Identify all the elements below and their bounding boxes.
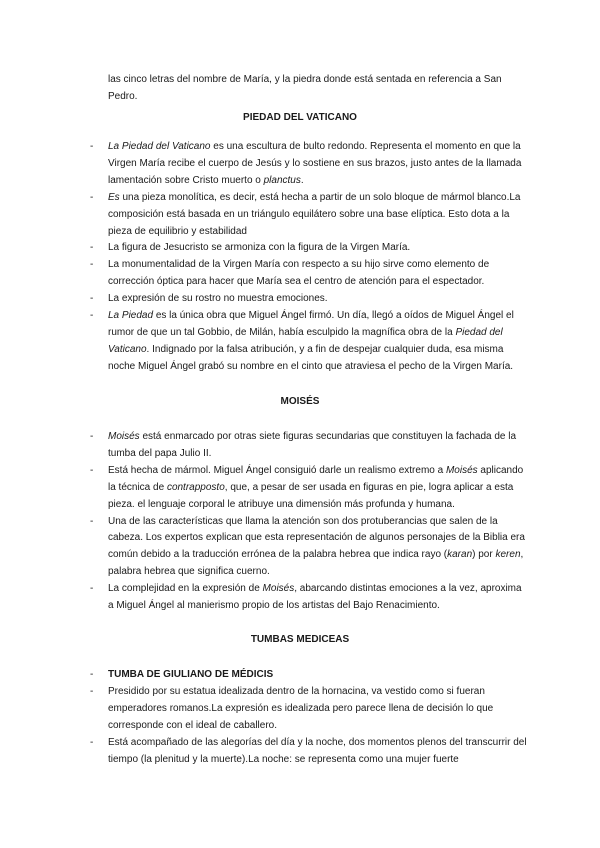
item-text: Presidido por su estatua idealizada dentro de la hornacina, va vestido como si fueran emperadores romanos.La expresión es idealizada pero parece llena de decisión lo que corresponde con el ideal de caballero.: [108, 685, 494, 731]
item-text: una pieza monolítica, es decir, está hecha a partir de un solo bloque de mármol blanco.La composición está basada en un triángulo equilátero sobre una base elíptica. Esto dota a la pieza de equilibrio y estabilidad: [108, 191, 521, 237]
bullet-dash: -: [90, 736, 94, 748]
bullet-dash: -: [90, 583, 94, 595]
item-text: Está acompañado de las alegorías del día y la noche, dos momentos plenos del transcurrir del tiempo (la plenitud y la muerte).La noche: se representa como una mujer fuerte: [108, 736, 527, 765]
list-item: [0, 308, 528, 376]
italic-title: Moisés: [262, 583, 295, 595]
heading-moises: MOISÉS: [280, 396, 320, 407]
list-tumbas: [0, 667, 600, 768]
bullet-dash: -: [90, 515, 94, 527]
italic-title: La Piedad del Vaticano: [108, 141, 211, 152]
heading-tumbas: TUMBAS MEDICEAS: [250, 634, 350, 645]
bullet-dash: -: [90, 191, 94, 203]
italic-title: La Piedad: [108, 310, 154, 322]
bullet-dash: -: [90, 685, 94, 697]
list-item: [0, 581, 528, 615]
heading-piedad: PIEDAD DEL VATICANO: [243, 112, 357, 123]
list-item: [0, 514, 528, 582]
intro-paragraph: las cinco letras del nombre de María, y la piedra donde está sentada en referencia a San Pedro.: [108, 74, 502, 102]
list-item: [0, 684, 528, 735]
italic-word: Es: [108, 191, 120, 203]
italic-title: Moisés: [445, 464, 478, 476]
item-text: es una escultura de bulto redondo. Representa el momento en que la Virgen María recibe el cuerpo de Jesús y lo sostiene en sus brazos, justo antes de la llamada lamentación sobre Cristo muerto o: [108, 141, 522, 186]
italic-term: contrapposto: [166, 481, 225, 493]
italic-title: Piedad del Vaticano: [108, 326, 503, 355]
list-item: [0, 667, 528, 684]
italic-title: Moisés: [108, 431, 140, 442]
bullet-dash: -: [90, 141, 94, 152]
bullet-dash: -: [90, 431, 94, 442]
item-text: , abarcando distintas emociones a la vez, aproxima a Miguel Ángel al manierismo propio de los artistas del Bajo Renacimiento.: [108, 583, 522, 612]
bullet-dash: -: [90, 310, 94, 322]
list-item: [0, 190, 528, 241]
list-moises: [0, 429, 600, 615]
list-item: [0, 240, 528, 257]
list-piedad: [0, 139, 600, 376]
list-item: [0, 139, 528, 190]
list-item: [0, 429, 528, 463]
item-text: Una de las características que llama la atención son dos protuberancias que salen de la cabeza. Los expertos explican que esta representación de algunos personajes de la Biblia era común debido a la traducción errónea de la palabra hebrea que indica rayo (: [108, 515, 525, 561]
bullet-dash: -: [90, 464, 94, 476]
item-text: La expresión de su rostro no muestra emociones.: [108, 293, 328, 305]
italic-term: karan: [447, 549, 473, 561]
subheading: TUMBA DE GIULIANO DE MÉDICIS: [108, 669, 274, 680]
list-item: [0, 291, 528, 308]
item-text: .: [300, 174, 304, 186]
bullet-dash: -: [90, 293, 94, 305]
bullet-dash: -: [90, 669, 94, 680]
item-text: La complejidad en la expresión de: [108, 583, 263, 595]
italic-term: keren: [495, 549, 521, 561]
item-text: La figura de Jesucristo se armoniza con la figura de la Virgen María.: [108, 242, 411, 254]
bullet-dash: -: [90, 259, 94, 271]
item-text: , que, a pesar de ser usada en figuras en pie, logra aplicar a esta pieza. el lenguaje corporal le atribuye una dimensión más profunda y humana.: [108, 481, 514, 510]
item-text: aplicando la técnica de: [108, 464, 524, 493]
item-text: Está hecha de mármol. Miguel Ángel consiguió darle un realismo extremo a: [108, 464, 446, 476]
list-item: [0, 463, 528, 514]
item-text: La monumentalidad de la Virgen María con respecto a su hijo sirve como elemento de corrección óptica para hacer que María sea el centro de atención para el espectador.: [108, 259, 490, 288]
item-text: es la única obra que Miguel Ángel firmó. Un día, llegó a oídos de Miguel Ángel el rumor de que un tal Gobbio, de Milán, había esculpido la magnífica obra de la: [108, 310, 514, 338]
bullet-dash: -: [90, 242, 94, 254]
italic-term: planctus: [263, 174, 301, 186]
item-text: está enmarcado por otras siete figuras secundarias que constituyen la fachada de la tumba del papa Julio II.: [108, 431, 517, 459]
list-item: [0, 257, 528, 291]
list-item: [0, 735, 528, 769]
item-text: . Indignado por la falsa atribución, y a fin de despejar cualquier duda, esa misma noche Miguel Ángel grabó su nombre en el cinto que atraviesa el pecho de la Virgen María.: [108, 343, 514, 372]
item-text: ) por: [472, 549, 496, 561]
item-text: , palabra hebrea que significa cuerno.: [108, 549, 524, 578]
